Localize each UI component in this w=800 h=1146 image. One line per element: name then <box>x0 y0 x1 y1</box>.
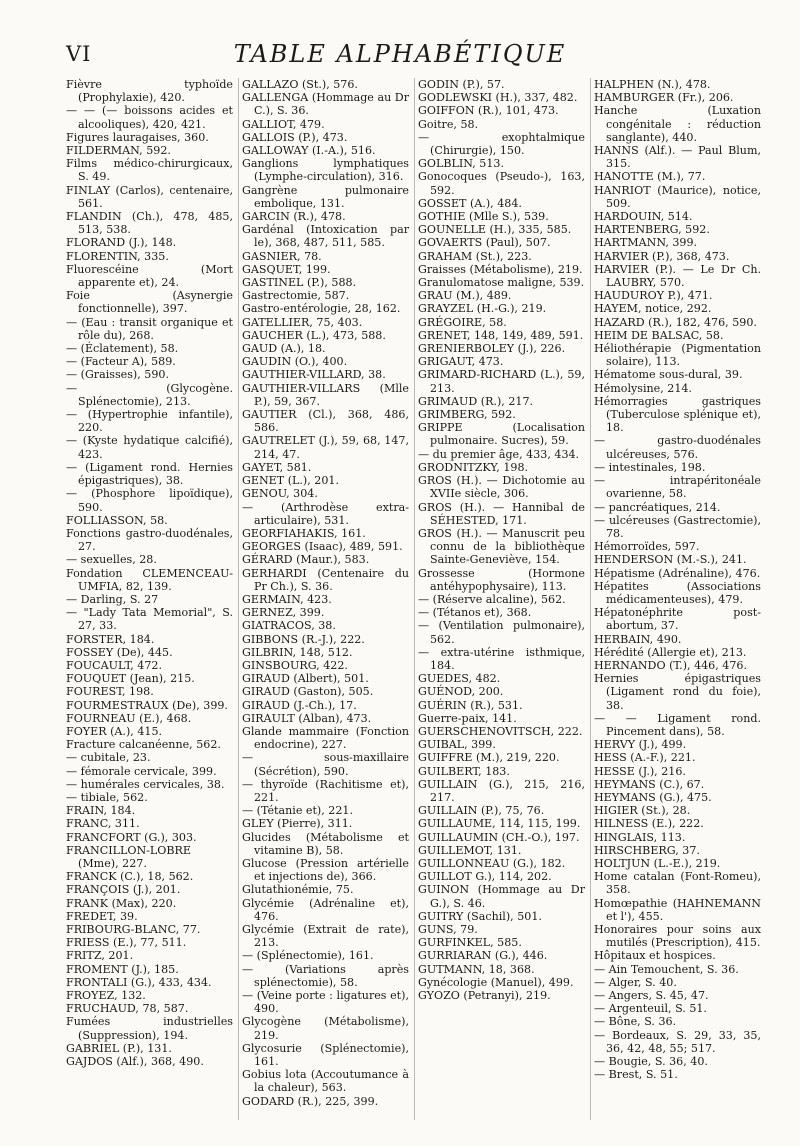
index-entry: Hémorragies gastriques (Tuberculose splénique et), 18. <box>594 394 761 435</box>
index-entry: GRENIERBOLEY (J.), 226. <box>418 342 566 356</box>
index-entry: Hémorroïdes, 597. <box>594 540 700 554</box>
index-entry: — — (— boissons acides et alcooliques), 420, 421. <box>66 104 233 131</box>
index-entry: HANNS (Alf.). — Paul Blum, 315. <box>594 144 761 171</box>
index-entry: FOURNEAU (E.), 468. <box>66 711 192 725</box>
index-entry: FILDERMAN, 592. <box>66 144 171 158</box>
index-entry: FOSSEY (De), 445. <box>66 645 173 659</box>
index-entry: FRUCHAUD, 78, 587. <box>66 1002 189 1016</box>
index-entry: GUEDES, 482. <box>418 672 501 686</box>
index-entry: Honoraires pour soins aux mutilés (Prescription), 415. <box>594 923 761 950</box>
index-entry: — (Kyste hydatique calcifié), 423. <box>66 434 233 461</box>
index-entry: GUILLEMOT, 131. <box>418 843 522 857</box>
index-entry: Hépatisme (Adrénaline), 476. <box>594 566 761 580</box>
index-entry: HAMBURGER (Fr.), 206. <box>594 91 734 105</box>
index-entry: GODLEWSKI (H.), 337, 482. <box>418 91 578 105</box>
index-entry: GERNEZ, 399. <box>242 606 325 620</box>
index-entry: Hépatonéphrite post-abortum, 37. <box>594 606 761 633</box>
index-entry: GURFINKEL, 585. <box>418 936 522 950</box>
index-entry: GODIN (P.), 57. <box>418 78 505 91</box>
index-entry: GIRAUD (J.-Ch.), 17. <box>242 698 357 712</box>
index-entry: Glande mammaire (Fonction endocrine), 227. <box>242 724 409 752</box>
index-entry: Gobius lota (Accoutumance à la chaleur), 563. <box>242 1068 409 1095</box>
index-entry: — intestinales, 198. <box>594 460 706 474</box>
index-entry: Gangrène pulmonaire embolique, 131. <box>242 183 409 210</box>
index-entry: GIRAUD (Gaston), 505. <box>242 685 374 699</box>
index-entry: Glycogène (Métabolisme), 219. <box>242 1015 409 1042</box>
index-entry: GAUDIN (O.), 400. <box>242 355 348 369</box>
index-entry: HEYMANS (C.), 67. <box>594 777 705 791</box>
index-entry: — intrapéritonéale ovarienne, 58. <box>594 474 761 501</box>
index-entry: Goitre, 58. <box>418 117 479 131</box>
index-entry: FOURMESTRAUX (De), 399. <box>66 698 228 712</box>
index-entry: FOUQUET (Jean), 215. <box>66 672 195 686</box>
index-entry: Fièvre typhoïde (Prophylaxie), 420. <box>66 78 233 105</box>
index-entry: GASQUET, 199. <box>242 262 331 276</box>
index-entry: Gastrectomie, 587. <box>242 289 350 303</box>
index-entry: Fumées industrielles (Suppression), 194. <box>66 1015 233 1042</box>
index-entry: — (Facteur A), 589. <box>66 355 176 369</box>
page-title: TABLE ALPHABÉTIQUE <box>233 40 567 68</box>
index-entry: GIATRACOS, 38. <box>242 619 336 633</box>
index-entry: FRONTALI (G.), 433, 434. <box>66 975 212 989</box>
index-entry: HARTMANN, 399. <box>594 236 698 250</box>
index-entry: GURRIARAN (G.), 446. <box>418 949 548 963</box>
index-entry: — exophtalmique (Chirurgie), 150. <box>418 130 585 158</box>
index-entry: FRIBOURG-BLANC, 77. <box>66 923 201 936</box>
index-entry: — (Tétanie et), 221. <box>242 804 354 818</box>
index-entry: Homœpathie (HAHNEMANN et l'), 455. <box>594 896 761 923</box>
index-entry: — (Ventilation pulmonaire), 562. <box>418 619 585 646</box>
index-entry: — tibiale, 562. <box>66 790 148 804</box>
index-entry: GASNIER, 78. <box>242 249 322 263</box>
index-entry: GOTHIE (Mlle S.), 539. <box>418 210 549 224</box>
index-entry: GOVAERTS (Paul), 507. <box>418 236 551 250</box>
index-entry: GEORGES (Isaac), 489, 591. <box>242 540 403 554</box>
index-entry: GUILLONNEAU (G.), 182. <box>418 856 566 870</box>
index-entry: GRIMAUD (R.), 217. <box>418 394 534 408</box>
index-entry: GUILLAUMIN (CH.-O.), 197. <box>418 830 580 844</box>
index-entry: GUÉNOD, 200. <box>418 685 504 699</box>
index-entry: Gastro-entérologie, 28, 162. <box>242 302 401 316</box>
index-entry: — Bône, S. 36. <box>594 1015 677 1029</box>
index-entry: HERVY (J.), 499. <box>594 738 687 752</box>
index-entry: GUITRY (Sachil), 501. <box>418 909 542 923</box>
index-entry: HAYEM, notice, 292. <box>594 302 712 316</box>
index-entry: HEIM DE BALSAC, 58. <box>594 328 724 342</box>
index-entry: GRODNITZKY, 198. <box>418 460 529 474</box>
index-entry: FREDET, 39. <box>66 909 138 923</box>
index-entry: HENDERSON (M.-S.), 241. <box>594 553 747 567</box>
index-entry: Hérédité (Allergie et), 213. <box>594 645 747 659</box>
index-entry: FLORENTIN, 335. <box>66 249 169 263</box>
index-entry: Films médico-chirurgicaux, S. 49. <box>66 157 233 184</box>
index-entry: GAUD (A.), 18. <box>242 342 326 356</box>
index-entry: — (Phosphore lipoïdique), 590. <box>66 487 233 514</box>
index-entry: FOUCAULT, 472. <box>66 658 162 672</box>
index-entry: HARDOUIN, 514. <box>594 210 693 224</box>
index-entry: GRIPPE (Localisation pulmonaire. Sucres), 59. <box>418 421 585 448</box>
index-entry: HAUDUROY P.), 471. <box>594 289 713 303</box>
index-entry: — Argenteuil, S. 51. <box>594 1002 707 1016</box>
index-entry: FRANK (Max), 220. <box>66 896 177 910</box>
index-entry: — Brest, S. 51. <box>594 1068 678 1082</box>
index-entry: Hépatites (Associations médicamenteuses), 479. <box>594 579 761 606</box>
index-entry: GUINON (Hommage au Dr G.), S. 46. <box>418 883 585 910</box>
index-entry: Home catalan (Font-Romeu), 358. <box>594 870 761 897</box>
index-column-4 <box>594 78 761 1128</box>
index-entry: GRIMBERG, 592. <box>418 408 516 422</box>
index-entry: — sexuelles, 28. <box>66 553 157 567</box>
index-entry: — "Lady Tata Memorial", S. 27, 33. <box>66 606 233 633</box>
index-entry: Hernies épigastriques (Ligament rond du foie), 38. <box>594 672 761 712</box>
index-entry: GAUTIER (Cl.), 368, 486, 586. <box>242 408 409 435</box>
index-entry: — cubitale, 23. <box>66 751 151 765</box>
index-entry: GIBBONS (R.-J.), 222. <box>242 632 365 646</box>
index-entry: HARVIER (P.). — Le Dr Ch. LAUBRY, 570. <box>594 262 761 290</box>
index-entry: HESS (A.-F.), 221. <box>594 751 696 765</box>
index-entry: FRANC, 311. <box>66 817 140 831</box>
index-entry: GAYET, 581. <box>242 460 312 474</box>
index-entry: HANOTTE (M.), 77. <box>594 170 706 184</box>
index-entry: GAUTRELET (J.), 59, 68, 147, 214, 47. <box>242 434 409 461</box>
index-entry: FOYER (A.), 415. <box>66 724 163 738</box>
index-entry: GALLOIS (P.), 473. <box>242 130 348 144</box>
index-entry: GARCIN (R.), 478. <box>242 210 346 224</box>
index-entry: — Bougie, S. 36, 40. <box>594 1055 708 1069</box>
index-entry: GATELLIER, 75, 403. <box>242 315 363 329</box>
index-entry: Fluorescéine (Mort apparente et), 24. <box>66 262 233 290</box>
index-entry: GRAHAM (St.), 223. <box>418 249 532 263</box>
index-entry: HAZARD (R.), 182, 476, 590. <box>594 315 757 329</box>
index-entry: FRANCILLON-LOBRE (Mme), 227. <box>66 843 191 870</box>
index-entry: Glucides (Métabolisme et vitamine B), 58. <box>242 830 409 857</box>
index-column-1 <box>66 78 233 1128</box>
index-entry: Glycémie (Extrait de rate), 213. <box>242 923 409 950</box>
index-entry: GOUNELLE (H.), 335, 585. <box>418 223 572 237</box>
index-entry: GUILLAIN (P.), 75, 76. <box>418 804 545 818</box>
index-entry: Glutathionémie, 75. <box>242 883 354 897</box>
index-entry: FORSTER, 184. <box>66 632 155 646</box>
index-entry: GUILLOT G.), 114, 202. <box>418 870 552 884</box>
index-entry: Hématome sous-dural, 39. <box>594 368 743 382</box>
index-entry: GAUTHIER-VILLARD, 38. <box>242 368 386 382</box>
index-entry: HALPHEN (N.), 478. <box>594 78 711 91</box>
index-entry: Figures lauragaises, 360. <box>66 130 209 144</box>
index-entry: — (Splénectomie), 161. <box>242 949 374 963</box>
index-entry: Grossesse (Hormone antéhypophysaire), 113. <box>418 566 585 593</box>
index-entry: HARVIER (P.), 368, 473. <box>594 249 730 263</box>
index-entry: HIGIER (St.), 28. <box>594 804 691 818</box>
index-entry: GRÉGOIRE, 58. <box>418 315 507 329</box>
index-entry: HARTENBERG, 592. <box>594 223 710 237</box>
index-entry: GEORFIAHAKIS, 161. <box>242 526 366 540</box>
index-entry: Glucose (Pression artérielle et injections de), 366. <box>242 856 409 884</box>
index-entry: GOLBLIN, 513. <box>418 157 504 171</box>
index-entry: GUILBERT, 183. <box>418 764 510 778</box>
index-entry: GUIFFRE (M.), 219, 220. <box>418 751 560 765</box>
index-entry: HINGLAIS, 113. <box>594 830 686 844</box>
index-entry: — du premier âge, 433, 434. <box>418 447 580 461</box>
index-entry: Hanche (Luxation congénitale : réduction sanglante), 440. <box>594 104 761 144</box>
index-entry: — fémorale cervicale, 399. <box>66 764 217 778</box>
index-entry: Gynécologie (Manuel), 499. <box>418 975 574 989</box>
index-entry: GENET (L.), 201. <box>242 474 339 488</box>
index-entry: — (Éclatement), 58. <box>66 342 179 356</box>
index-entry: GENOU, 304. <box>242 487 318 501</box>
index-entry: Fondation CLEMENCEAU-UMFIA, 82, 139. <box>66 566 233 593</box>
index-column-2 <box>242 78 409 1128</box>
index-entry: — pancréatiques, 214. <box>594 500 721 514</box>
index-entry: GRIMARD-RICHARD (L.), 59, 213. <box>418 368 585 395</box>
index-entry: FRITZ, 201. <box>66 949 134 963</box>
index-entry: FROMENT (J.), 185. <box>66 962 179 976</box>
index-entry: GROS (H.). — Manuscrit peu connu de la bibliothèque Sainte-Geneviève, 154. <box>418 526 585 567</box>
index-entry: — Darling, S. 27 <box>66 592 159 606</box>
index-entry: FRANCK (C.), 18, 562. <box>66 870 194 884</box>
index-entry: GIRAUD (Albert), 501. <box>242 672 369 686</box>
index-entry: — (Tétanos et), 368. <box>418 606 532 620</box>
index-entry: — (Variations après splénectomie), 58. <box>242 962 409 989</box>
index-entry: FOUREST, 198. <box>66 685 154 699</box>
index-entry: Gardénal (Intoxication par le), 368, 487, 511, 585. <box>242 223 409 250</box>
index-entry: HERNANDO (T.), 446, 476. <box>594 658 747 672</box>
index-entry: GINSBOURG, 422. <box>242 658 348 672</box>
index-entry: Ganglions lymphatiques (Lymphe-circulation), 316. <box>242 157 409 184</box>
index-entry: GRIGAUT, 473. <box>418 355 504 369</box>
index-entry: GASTINEL (P.), 588. <box>242 276 357 290</box>
index-entry: — (Réserve alcaline), 562. <box>418 592 566 606</box>
index-entry: — — Ligament rond. Pincement dans), 58. <box>594 711 761 738</box>
index-entry: GODARD (R.), 225, 399. <box>242 1094 379 1108</box>
index-entry: GYOZO (Petranyi), 219. <box>418 989 551 1003</box>
index-entry: Fracture calcanéenne, 562. <box>66 738 221 752</box>
index-entry: HANRIOT (Maurice), notice, 509. <box>594 183 761 210</box>
index-entry: GROS (H.). — Hannibal de SÉHESTED, 171. <box>418 500 585 527</box>
index-entry: FRANÇOIS (J.), 201. <box>66 883 181 897</box>
index-entry: Foie (Asynergie fonctionnelle), 397. <box>66 289 233 316</box>
index-entry: GAJDOS (Alf.), 368, 490. <box>66 1055 204 1069</box>
index-entry: GERMAIN, 423. <box>242 592 332 606</box>
index-entry: Fonctions gastro-duodénales, 27. <box>66 526 233 554</box>
index-entry: Guerre-paix, 141. <box>418 711 517 725</box>
index-columns <box>66 78 766 1128</box>
index-entry: GALLIOT, 479. <box>242 117 325 131</box>
index-entry: GAUTHIER-VILLARS (Mlle P.), 59, 367. <box>242 381 409 408</box>
index-entry: HEYMANS (G.), 475. <box>594 790 712 804</box>
index-entry: — extra-utérine isthmique, 184. <box>418 645 585 672</box>
index-entry: GERHARDI (Centenaire du Pr Ch.), S. 36. <box>242 566 409 593</box>
index-entry: — (Graisses), 590. <box>66 368 170 382</box>
index-entry: GUIBAL, 399. <box>418 738 496 752</box>
index-entry: GRAYZEL (H.-G.), 219. <box>418 302 547 316</box>
index-entry: GOIFFON (R.), 101, 473. <box>418 104 559 118</box>
index-entry: GALLOWAY (I.-A.), 516. <box>242 144 376 158</box>
index-entry: GUERSCHENOVITSCH, 222. <box>418 724 583 738</box>
index-entry: GALLAZO (St.), 576. <box>242 78 358 91</box>
index-entry: Granulomatose maligne, 539. <box>418 276 585 290</box>
index-entry: — gastro-duodénales ulcéreuses, 576. <box>594 434 761 461</box>
index-entry: GLEY (Pierre), 311. <box>242 817 353 831</box>
index-entry: HESSE (J.), 216. <box>594 764 686 778</box>
index-entry: FRAIN, 184. <box>66 804 136 818</box>
index-entry: GIRAULT (Alban), 473. <box>242 711 372 725</box>
index-entry: — (Arthrodèse extra-articulaire), 531. <box>242 500 409 527</box>
index-entry: GALLENGA (Hommage au Dr C.), S. 36. <box>242 91 409 118</box>
index-entry: GROS (H.). — Dichotomie au XVIIe siècle, 306. <box>418 474 585 501</box>
index-entry: — Ain Temouchent, S. 36. <box>594 962 739 976</box>
index-entry: FLORAND (J.), 148. <box>66 236 177 250</box>
index-entry: — ulcéreuses (Gastrectomie), 78. <box>594 513 761 540</box>
index-entry: Glycémie (Adrénaline et), 476. <box>242 896 409 923</box>
index-entry: GRENET, 148, 149, 489, 591. <box>418 328 584 342</box>
index-entry: HOLTJUN (L.-E.), 219. <box>594 856 721 870</box>
index-entry: Glycosurie (Splénectomie), 161. <box>242 1041 409 1069</box>
index-entry: — Angers, S. 45, 47. <box>594 989 709 1003</box>
index-entry: FRIESS (E.), 77, 511. <box>66 936 187 950</box>
index-entry: — sous-maxillaire (Sécrétion), 590. <box>242 751 409 778</box>
index-entry: — (Eau : transit organique et rôle du), 268. <box>66 315 233 342</box>
index-entry: Héliothérapie (Pigmentation solaire), 113. <box>594 342 761 369</box>
index-entry: Gonocoques (Pseudo-), 163, 592. <box>418 170 585 197</box>
index-entry: GUILLAIN (G.), 215, 216, 217. <box>418 777 585 804</box>
index-entry: GUTMANN, 18, 368. <box>418 962 535 976</box>
index-entry: — (Hypertrophie infantile), 220. <box>66 408 233 435</box>
index-entry: FINLAY (Carlos), centenaire, 561. <box>66 183 233 210</box>
index-column-3 <box>418 78 585 1128</box>
index-entry: — thyroïde (Rachitisme et), 221. <box>242 777 409 804</box>
index-entry: — (Veine porte : ligatures et), 490. <box>242 989 409 1016</box>
index-entry: GRAU (M.), 489. <box>418 289 512 303</box>
index-entry: FLANDIN (Ch.), 478, 485, 513, 538. <box>66 210 233 237</box>
index-entry: Hôpitaux et hospices. <box>594 949 716 963</box>
index-entry: GUNS, 79. <box>418 923 478 936</box>
index-entry: FROYEZ, 132. <box>66 989 146 1003</box>
index-entry: GUÉRIN (R.), 531. <box>418 698 523 712</box>
index-entry: FRANCFORT (G.), 303. <box>66 830 197 844</box>
index-entry: Graisses (Métabolisme), 219. <box>418 262 583 276</box>
index-entry: FOLLIASSON, 58. <box>66 513 168 527</box>
index-entry: GÉRARD (Maur.), 583. <box>242 553 370 567</box>
page-number: VI <box>66 42 92 66</box>
index-entry: — humérales cervicales, 38. <box>66 777 225 791</box>
index-entry: — Bordeaux, S. 29, 33, 35, 36, 42, 48, 55; 517. <box>594 1028 761 1055</box>
index-entry: GUILLAUME, 114, 115, 199. <box>418 817 581 831</box>
index-entry: HERBAIN, 490. <box>594 632 682 646</box>
index-entry: — (Ligament rond. Hernies épigastriques), 38. <box>66 460 233 488</box>
index-entry: — Alger, S. 40. <box>594 975 677 989</box>
index-entry: — (Glycogène. Splénectomie), 213. <box>66 381 233 408</box>
index-entry: HIRSCHBERG, 37. <box>594 843 700 857</box>
index-entry: HILNESS (E.), 222. <box>594 817 704 831</box>
index-entry: Hémolysine, 214. <box>594 381 692 395</box>
index-entry: GAUCHER (L.), 473, 588. <box>242 328 386 342</box>
index-entry: GOSSET (A.), 484. <box>418 196 522 210</box>
index-entry: GILBRIN, 148, 512. <box>242 645 353 659</box>
index-entry: GABRIEL (P.), 131. <box>66 1041 172 1055</box>
